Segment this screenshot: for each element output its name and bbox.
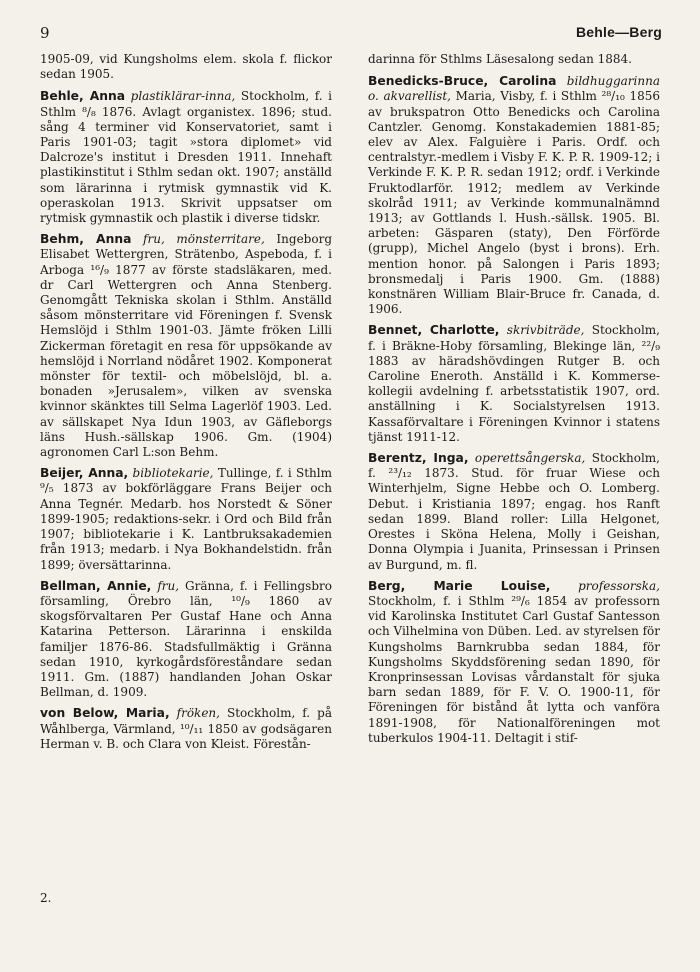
entry-continuation: darinna för Sthlms Läsesalong sedan 1884. <box>368 52 632 66</box>
entry-title: professorska, <box>578 578 660 593</box>
entry-behm-anna <box>40 232 332 460</box>
entry-text: Maria, Visby, f. i Sthlm ²⁸/₁₀ 1856 av brukspatron Otto Benedicks och Carolina Cantzler. Genomg. Konstakademien 1881-85; elev av Alex. Falguière i Paris. Ordf. och centralstyr.-medlem i Visby F. K. P. R. 1909-12; i Verkinde F. K. P. R. sedan 1912; ordf. i Verkinde Fruktodlarför. 1912; medlem av Verkinde skolråd 1911; av Verkinde kommunalnämnd 1913; av Gottlands l. Hush.-sällsk. 1905. Bl. arbeten: Gäsparen (staty), Den Förförde (grupp), Michel Angelo (byst i brons). Erh. mention honor. på Salongen i Paris 1893; bronsmedalj i Paris 1900. Gm. (1888) konstnären William Blair-Bruce fr. Canada, d. 1906. <box>368 89 660 317</box>
entry-title: operettsångerska, <box>474 451 586 466</box>
entry-berg-marie-louise <box>368 579 660 746</box>
entry-text: Stockholm, f. i Sthlm ⁸/₈ 1876. Avlagt organistex. 1896; stud. sång 4 terminer vid Konservatoriet, samt i Paris 1901-03; tagit »stora diplomet» vid Dalcroze's institut i Dresden 1911. Innehaft plastikinstitut i Sthlm sedan okt. 1907; anställd som lärarinna i rytmisk gymnastik vid K. operaskolan 1913. Skrivit uppsatser om rytmisk gymnastik och plastik i diverse tidskr. <box>40 89 332 226</box>
entry-benedicks-bruce-carolina <box>368 74 660 317</box>
entry-name: Behm, Anna <box>40 232 132 247</box>
entry-title: bildhuggarinna o. akvarellist, <box>368 74 660 104</box>
entry-title: plastiklärar-inna, <box>130 89 236 104</box>
entry-title: fru, <box>157 578 180 593</box>
entry-name: Berg, Marie Louise, <box>368 578 551 593</box>
entry-berentz-inga <box>368 451 660 573</box>
entry-name: Berentz, Inga, <box>368 451 469 466</box>
entry-bellman-annie <box>40 579 332 701</box>
page-number: 9 <box>40 24 50 42</box>
entry-title: fröken, <box>176 706 220 721</box>
entry-text: Tullinge, f. i Sthlm ⁹/₅ 1873 av bokförläggare Frans Beijer och Anna Tegnér. Medarb. hos Norstedt & Söner 1899-1905; redaktions-sekr. i Ord och Bild från 1907; bibliotekarie i K. Lantbruksakademien från 1913; medarb. i Nya Bokhandelstidn. från 1899; översättarinna. <box>40 466 332 572</box>
entry-text: Gränna, f. i Fellingsbro församling, Örebro län, ¹⁰/₉ 1860 av skogsförvaltaren Per Gustaf Hane och Anna Katarina Petterson. Lärarinna i enskilda familjer 1876-86. Stadsfullmäktig i Gränna sedan 1910, kyrkogårdsföreståndare sedan 1911. Gm. (1887) handlanden Johan Oskar Bellman, d. 1909. <box>40 578 332 700</box>
entry-name: Bellman, Annie, <box>40 578 152 593</box>
page-header <box>40 24 662 46</box>
entry-text: Stockholm, f. ²³/₁₂ 1873. Stud. för fruar Wiese och Winterhjelm, Signe Hebbe och O. Lomberg. Debut. i Kristiania 1897; engag. hos Ranft sedan 1899. Bland roller: Lilla Helgonet, Orestes i Sköna Helena, Molly i Geishan, Donna Olympia i Juanita, Prinsessan i Prinsen av Burgund, m. fl. <box>368 451 660 572</box>
left-column <box>40 52 332 758</box>
entry-text: Stockholm, f. i Bräkne-Hoby församling, Blekinge län, ²²/₉ 1883 av häradshövdingen Rutger B. och Caroline Eneroth. Anställd i K. Kommerse-kollegii avdelning f. arbetsstatistik 1907, ord. anställning i K. Socialstyrelsen 1913. Kassaförvaltare i Föreningen Kvinnor i statens tjänst 1911-12. <box>368 323 660 444</box>
entry-name: Behle, Anna <box>40 89 126 104</box>
entry-name: Benedicks-Bruce, Carolina <box>368 74 557 89</box>
entry-title: fru, mönsterritare, <box>143 232 265 247</box>
entry-beijer-anna <box>40 466 332 572</box>
signature-mark: 2. <box>40 891 52 905</box>
entry-bennet-charlotte <box>368 323 660 445</box>
entry-text: Ingeborg Elisabet Wettergren, Strätenbo, Aspeboda, f. i Arboga ¹⁶/₉ 1877 av förste stadsläkaren, med. dr Carl Wettergren och Anna Stenberg. Genomgått Tekniska skolan i Sthlm. Anställd såsom mönsterritare vid Föreningen f. Svensk Hemslöjd i Sthlm 1901-03. Jämte fröken Lilli Zickerman företagit en resa för uppsökande av hemslöjd i Norrland nödåret 1902. Komponerat mönster för textil- och möbelslöjd, bl. a. bonaden »Jerusalem», vilken av svenska kvinnor skänktes till Selma Lagerlöf 1903. Led. av sällskapet Nya Idun 1903, av Gäfleborgs läns Hush.-sällskap 1906. Gm. (1904) agronomen Carl L:son Behm. <box>40 232 332 460</box>
entry-text: Stockholm, f. i Sthlm ²⁹/₆ 1854 av professorn vid Karolinska Institutet Carl Gustaf Santesson och Vilhelmina von Düben. Led. av styrelsen för Kungsholms Barnkrubba sedan 1884, för Kungsholms Skyddsförening sedan 1890, för Kronprinsessan Lovisas vårdanstalt för sjuka barn sedan 1889, för F. V. O. 1900-11, för Föreningen för bistånd åt lytta och vanföra 1891-1908, för Nationalföreningen mot tuberkulos 1904-11. Deltagit i stif- <box>368 593 661 745</box>
entry-name: von Below, Maria, <box>40 706 170 721</box>
running-title: Behle—Berg <box>575 24 662 40</box>
entry-continuation: 1905-09, vid Kungsholms elem. skola f. flickor sedan 1905. <box>40 52 332 82</box>
entry-title: bibliotekarie, <box>132 466 214 481</box>
right-column <box>368 52 660 752</box>
entry-name: Beijer, Anna, <box>40 466 129 481</box>
entry-title: skrivbiträde, <box>506 323 585 338</box>
entry-name: Bennet, Charlotte, <box>368 323 500 338</box>
entry-von-below-maria <box>40 706 332 752</box>
entry-behle-anna <box>40 89 332 226</box>
entry-text: Stockholm, f. på Wåhlberga, Värmland, ¹⁰/₁₁ 1850 av godsägaren Herman v. B. och Clara von Kleist. Förestån- <box>40 706 332 751</box>
